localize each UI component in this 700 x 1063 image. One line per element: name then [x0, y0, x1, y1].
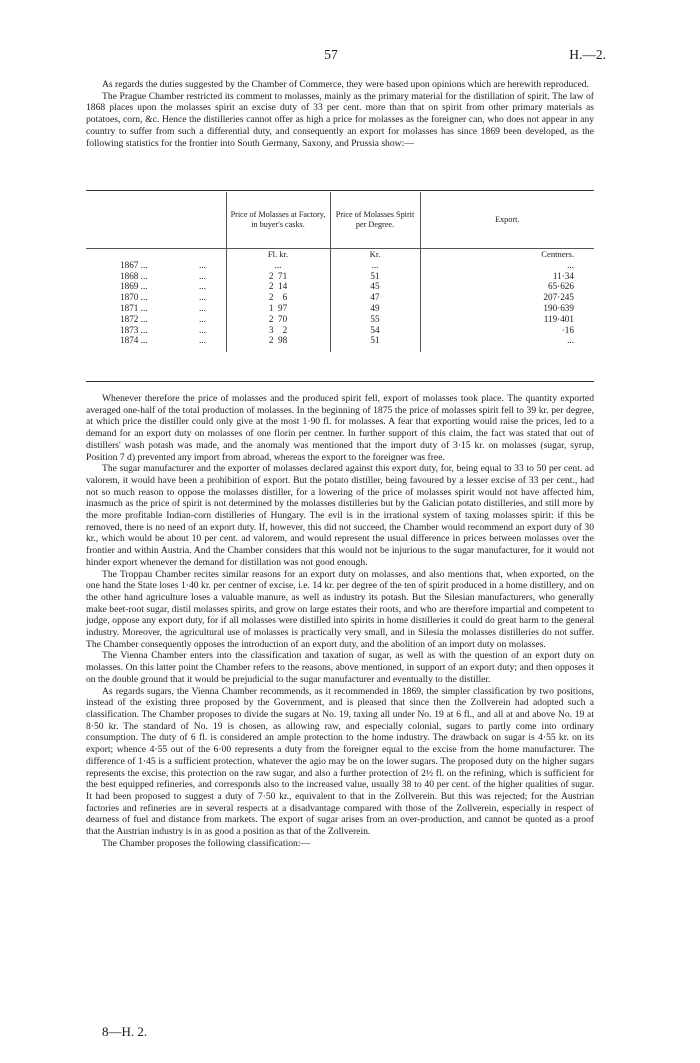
page-number: 57	[324, 47, 338, 62]
table-row: 1872 ... ... 2 70 55 119·401	[86, 314, 594, 325]
table-units-row	[86, 249, 594, 260]
body-section	[86, 393, 594, 849]
table-row: 1873 ... ... 3 2 54 ·16	[86, 325, 594, 336]
table-row: 1871 ... ... 1 97 49 190·639	[86, 303, 594, 314]
body-paragraph: Whenever therefore the price of molasses and the produced spirit fell, export of molasses took place. The quantity exported averaged one-half of the total production of molasses. In the beginning of 1875 the price of molasses spirit fell to 39 kr. per degree, at which price the distiller could only give at the most 1·90 fl. for molasses. A fear that exporting would raise the prices, led to a demand for an export duty on molasses of one florin per centner. In further support of this claim, the fact was stated that out of distillers' wash potash was made, and the anomaly was mentioned that the import duty of 3·15 kr. on molasses (sugar, syrup, Position 7 d) prevented any import from abroad, whereas the export to the foreigner was free.	[86, 393, 594, 463]
header-price-factory: Price of Molasses at Factory, in buyer's casks.	[226, 192, 330, 249]
printer-signature: 8—H. 2.	[102, 1024, 148, 1039]
table-row: 1870 ... ... 2 6 47 207·245	[86, 292, 594, 303]
header-export: Export.	[420, 192, 594, 249]
paper-code: H.—2.	[569, 47, 606, 62]
unit-export: Centners.	[420, 249, 594, 260]
body-paragraph: The Chamber proposes the following classification:—	[102, 837, 311, 849]
table-header-row	[86, 192, 594, 249]
body-paragraph: The sugar manufacturer and the exporter of molasses declared against this export duty, for, being equal to 33 to 50 per cent. ad valorem, it would have been a prohibition of export. But the potato distiller, being favoured by a lesser excise of 33 per cent., had not so much reason to oppose the molasses distiller, for a lowering of the price of molasses spirit would not have affected him, inasmuch as the price of spirit is not determined by the molasses distilleries but by the Galician potato distilleries, and still more by the more profitable Indian-corn distilleries of Hungary. The evil is in the irrational system of taxing molasses spirit: if this be removed, there is no need of an export duty. If, however, this did not succeed, the Chamber would recommend an export duty of 30 kr., which would be about 10 per cent. ad valorem, and would represent the usual difference in prices between molasses over the frontier and within Austria. And the Chamber considers that this would not be injurious to the sugar manufacturer, for it would not hinder export whenever the demand for distillation was not good enough.	[86, 463, 594, 568]
table-bottom-rule	[86, 381, 594, 382]
unit-kr: Kr.	[330, 249, 420, 260]
table-row: 1867 ... ... ... ... ...	[86, 260, 594, 271]
table-top-rule	[86, 190, 594, 191]
intro-section	[86, 79, 594, 149]
table-row: 1874 ... ... 2 98 51 ...	[86, 335, 594, 352]
molasses-statistics-table	[86, 192, 594, 352]
body-paragraph: The Vienna Chamber enters into the classification and taxation of sugar, as well as with the question of an export duty on molasses. On this latter point the Chamber refers to the reasons, above mentioned, in support of an export duty; and then opposes it on the double ground that it would be prejudicial to the sugar manufacturer and eventually to the distiller.	[86, 650, 594, 685]
header-price-spirit: Price of Molasses Spirit per Degree.	[330, 192, 420, 249]
body-paragraph: The Troppau Chamber recites similar reasons for an export duty on molasses, and also mentions that, when exported, on the one hand the State loses 1·40 kr. per centner of excise, i.e. 14 kr. per degree of the ten of spirit produced in a home distillery, and on the other hand agriculture loses a valuable manure, as well as industry its potash. But the Silesian manufacturers, who generally make beet-root sugar, distil molasses spirits, and grow on large estates their roots, and who are therefore impartial and competent to judge, oppose any export duty, for if all molasses were distilled into spirits in home distilleries it could do great harm to the general industry. Moreover, the agricultural use of molasses is practically very small, and in Silesia the molasses distilleries do not suffer. The Chamber consequently opposes the introduction of an export duty, and the abolition of an import duty on molasses.	[86, 568, 594, 650]
body-paragraph: As regards sugars, the Vienna Chamber recommends, as it recommended in 1869, the simpler classification by two positions, instead of the existing three proposed by the Government, and is pleased that since then the Zollverein had adopted such a classification. The Chamber proposes to divide the sugars at No. 19, taxing all under No. 19 at 6 fl., and all at and above No. 19 at 8·50 kr. The standard of No. 19 is chosen, as allowing raw, and especially colonial, sugars to partly come into ordinary consumption. The duty of 6 fl. is considered an ample protection to the home industry. The drawback on sugar is 4·55 kr. on its export; whence 4·55 out of the 6·00 represents a duty from the foreigner equal to the excise from the home manufacturer. The difference of 1·45 is a sufficient protection, whatever the agio may be on the lower sugars. The proposed duty on the higher sugars represents the excise, this protection on the raw sugar, and also a further protection of 2½ fl. on the refining, which is sufficient for the best equipped refineries, and corresponds also to the increased value, usually 38 to 40 per cent. of the higher qualities of sugar. It had been proposed to suggest a duty of 7·50 kr., equivalent to that in the Zollverein. But this was rejected; for the Austrian factories and refineries are in several respects at a disadvantage compared with those of the Zollverein, especially in respect of dearness of fuel and distance from markets. The export of sugar arises from an over-production, and cannot be quoted as a proof that the Austrian industry is in as good a position as that of the Zollverein.	[86, 685, 594, 838]
intro-paragraph: The Prague Chamber restricted its comment to molasses, mainly as the primary material for the distillation of spirit. The law of 1868 places upon the molasses spirit an excise duty of 33 per cent. more than that on spirit from other primary materials as potatoes, corn, &c. Hence the distilleries cannot offer as high a price for molasses as the foreigner can, who does not appear in any country to suffer from such a differential duty, and consequently an export for molasses has since 1869 been developed, as the following statistics for the frontier into South Germany, Saxony, and Prussia show:—	[86, 90, 594, 149]
table-row: 1869 ... ... 2 14 45 65·626	[86, 281, 594, 292]
unit-fl-kr: Fl. kr.	[226, 249, 330, 260]
page-header	[86, 47, 606, 67]
table-row: 1868 ... ... 2 71 51 11·34	[86, 271, 594, 282]
intro-paragraph: As regards the duties suggested by the Chamber of Commerce, they were based upon opinions which are herewith reproduced.	[102, 79, 590, 90]
